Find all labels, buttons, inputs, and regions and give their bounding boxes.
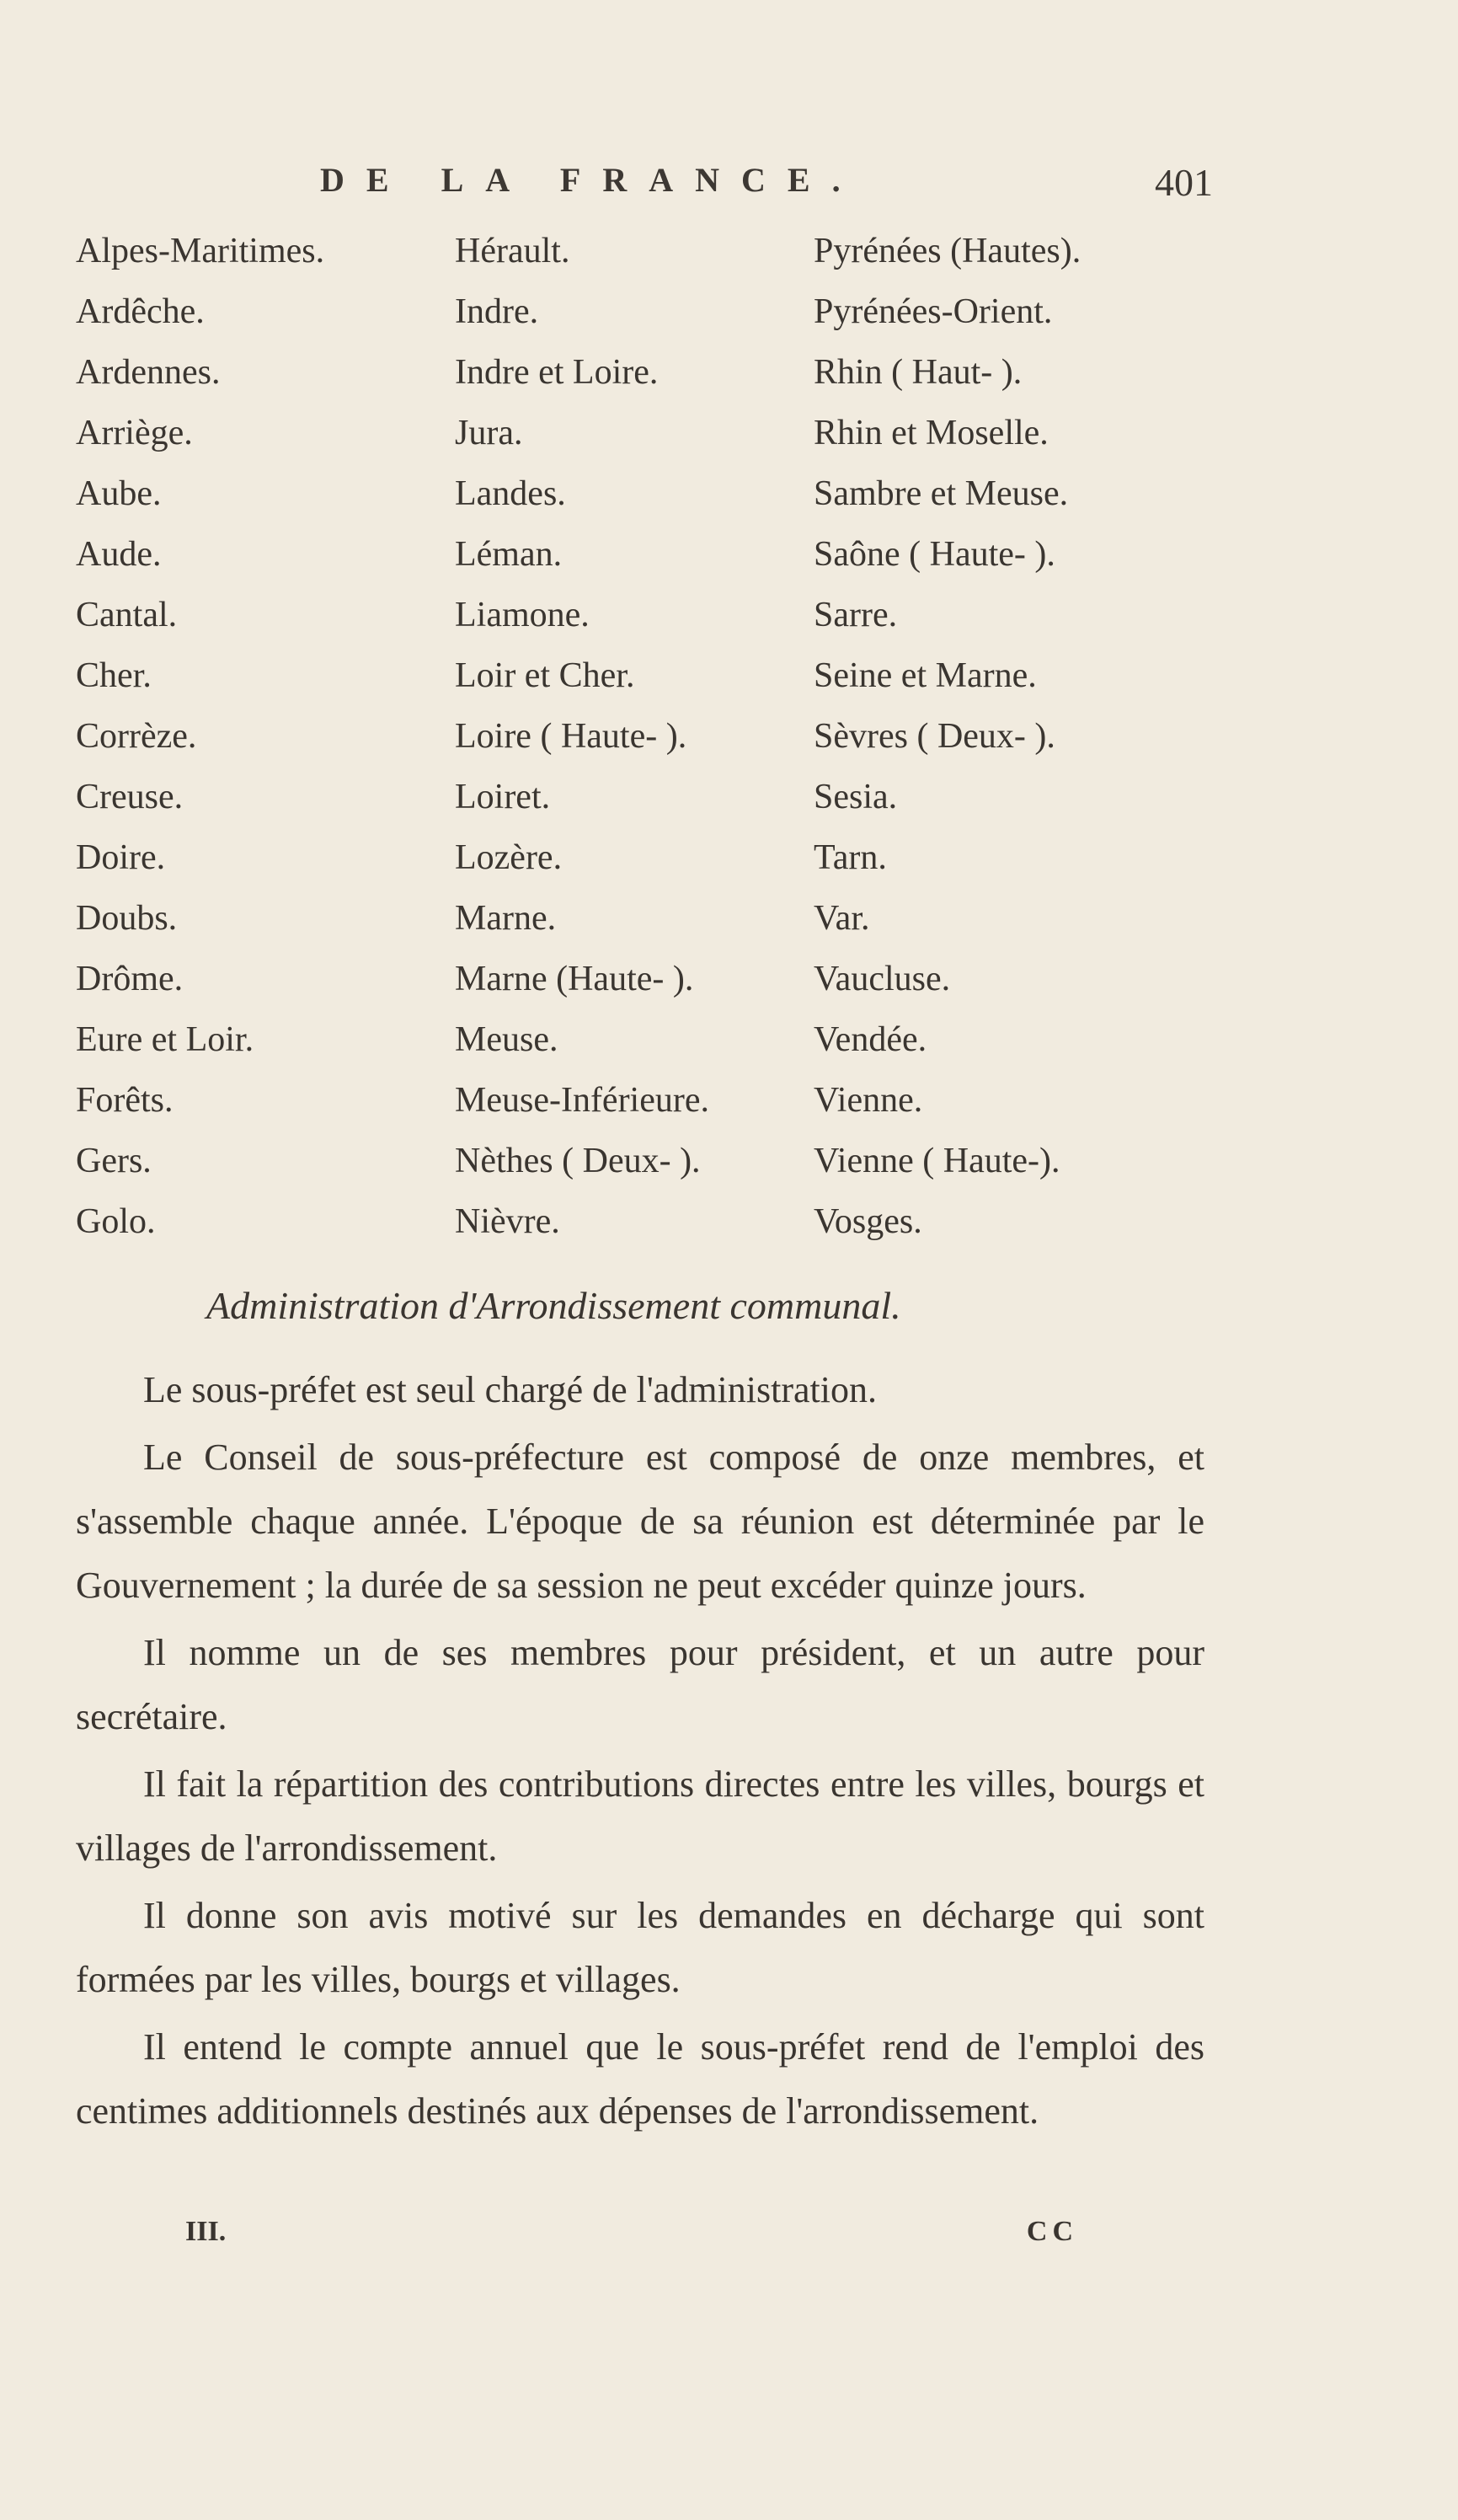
department-item: Léman.	[455, 535, 563, 574]
volume-mark: III.	[185, 2216, 227, 2247]
department-item: Var.	[814, 899, 870, 938]
department-item: Sambre et Meuse.	[814, 474, 1069, 513]
paragraph: Il donne son avis motivé sur les demandes en décharge qui sont formées par les villes, bourgs et villages.	[76, 1895, 1204, 2000]
department-item: Liamone.	[455, 596, 590, 634]
department-item: Landes.	[455, 474, 566, 513]
department-item: Gers.	[76, 1142, 152, 1180]
department-item: Nièvre.	[455, 1202, 560, 1241]
department-item: Marne.	[455, 899, 557, 938]
running-head	[320, 160, 1213, 219]
signature-mark: CC	[1026, 2216, 1078, 2247]
paragraph: Le Conseil de sous-préfecture est composé de onze membres, et s'assemble chaque année. L'époque de sa réunion est déterminée par le Gouvernement ; la durée de sa session ne peut excéder quinze jours.	[76, 1437, 1204, 1606]
department-list	[76, 221, 1255, 1257]
body-text	[76, 1358, 1204, 2147]
department-item: Vienne.	[814, 1081, 923, 1120]
department-item: Forêts.	[76, 1081, 174, 1120]
department-item: Vosges.	[814, 1202, 922, 1241]
department-item: Meuse-Inférieure.	[455, 1081, 709, 1120]
department-item: Pyrénées (Hautes).	[814, 232, 1081, 270]
department-item: Ardennes.	[76, 353, 221, 392]
paragraph: Le sous-préfet est seul chargé de l'administration.	[143, 1369, 877, 1410]
page-footer	[185, 2216, 1078, 2266]
department-item: Loir et Cher.	[455, 656, 635, 695]
department-item: Creuse.	[76, 778, 184, 816]
department-item: Sarre.	[814, 596, 898, 634]
department-column-3	[814, 221, 1235, 1252]
department-item: Pyrénées-Orient.	[814, 292, 1053, 331]
department-item: Drôme.	[76, 960, 184, 998]
department-item: Doire.	[76, 838, 166, 877]
department-item: Indre.	[455, 292, 539, 331]
department-item: Marne (Haute- ).	[455, 960, 694, 998]
department-item: Nèthes ( Deux- ).	[455, 1142, 701, 1180]
department-item: Aube.	[76, 474, 162, 513]
department-item: Ardêche.	[76, 292, 205, 331]
department-item: Loiret.	[455, 778, 551, 816]
department-item: Corrèze.	[76, 717, 197, 756]
department-item: Arriège.	[76, 414, 193, 452]
department-item: Tarn.	[814, 838, 887, 877]
department-item: Sèvres ( Deux- ).	[814, 717, 1055, 756]
department-item: Indre et Loire.	[455, 353, 659, 392]
department-item: Meuse.	[455, 1020, 558, 1059]
department-item: Sesia.	[814, 778, 898, 816]
department-item: Vendée.	[814, 1020, 927, 1059]
department-item: Golo.	[76, 1202, 156, 1241]
department-item: Seine et Marne.	[814, 656, 1037, 695]
department-item: Vienne ( Haute-).	[814, 1142, 1060, 1180]
paragraph: Il nomme un de ses membres pour président, et un autre pour secrétaire.	[76, 1632, 1204, 1737]
department-item: Jura.	[455, 414, 523, 452]
department-item: Aude.	[76, 535, 162, 574]
department-item: Lozère.	[455, 838, 563, 877]
section-title: Administration d'Arrondissement communal.	[206, 1284, 901, 1327]
department-item: Hérault.	[455, 232, 570, 270]
department-item: Vaucluse.	[814, 960, 951, 998]
department-item: Alpes-Maritimes.	[76, 232, 325, 270]
paragraph: Il entend le compte annuel que le sous-préfet rend de l'emploi des centimes additionnels destinés aux dépenses de l'arrondissement.	[76, 2026, 1204, 2132]
department-item: Cher.	[76, 656, 152, 695]
department-item: Saône ( Haute- ).	[814, 535, 1055, 574]
page-number: 401	[1155, 161, 1213, 204]
paragraph: Il fait la répartition des contributions directes entre les villes, bourgs et villages de l'arrondissement.	[76, 1763, 1204, 1869]
department-column-2	[455, 221, 817, 1252]
department-item: Doubs.	[76, 899, 178, 938]
department-item: Eure et Loir.	[76, 1020, 254, 1059]
department-item: Rhin et Moselle.	[814, 414, 1049, 452]
department-column-1	[76, 221, 438, 1252]
department-item: Cantal.	[76, 596, 178, 634]
running-title: DE LA FRANCE.	[320, 161, 863, 199]
department-item: Rhin ( Haut- ).	[814, 353, 1023, 392]
department-item: Loire ( Haute- ).	[455, 717, 687, 756]
